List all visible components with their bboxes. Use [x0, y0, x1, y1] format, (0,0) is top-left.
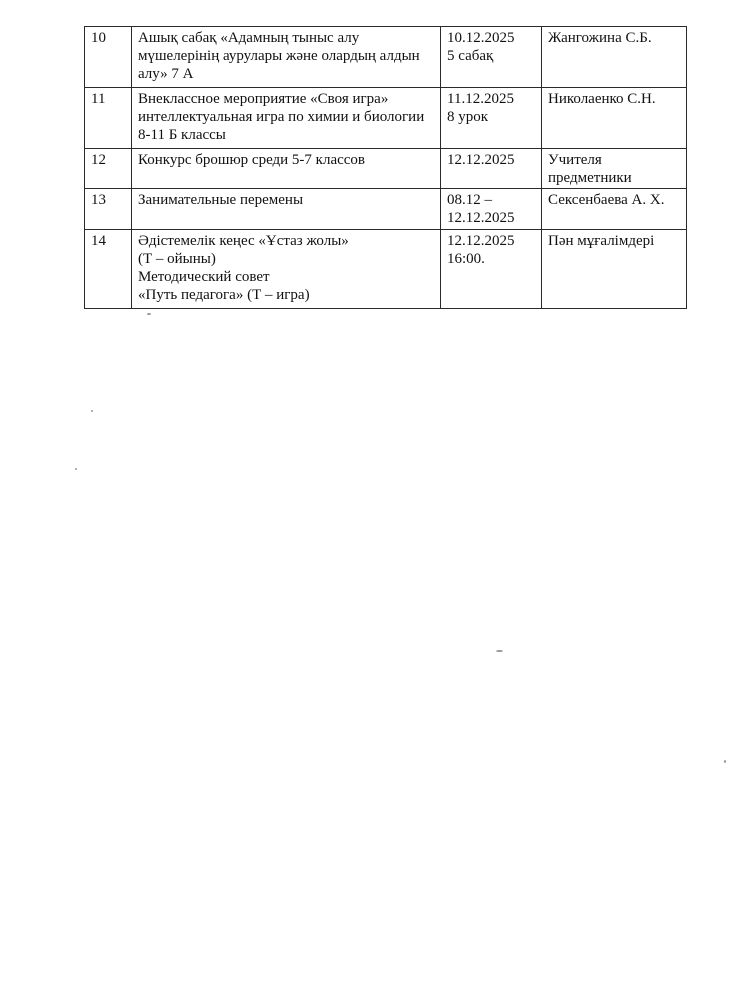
events-table: [84, 26, 687, 309]
responsible-cell: Сексенбаева А. Х.: [542, 189, 687, 230]
event-cell: Внеклассное мероприятие «Своя игра» интеллектуальная игра по химии и биологии 8-11 Б классы: [132, 88, 441, 149]
date-cell: 12.12.2025 16:00.: [441, 230, 542, 309]
scan-speck: [496, 650, 503, 652]
scan-speck: [91, 410, 93, 412]
date-cell: 11.12.2025 8 урок: [441, 88, 542, 149]
table-row: [85, 27, 687, 88]
date-cell: 10.12.2025 5 сабақ: [441, 27, 542, 88]
scan-speck: [147, 313, 151, 315]
row-number: 12: [85, 149, 132, 189]
scan-speck: [75, 468, 77, 470]
table-row: [85, 230, 687, 309]
table-row: [85, 88, 687, 149]
event-cell: Занимательные перемены: [132, 189, 441, 230]
row-number: 10: [85, 27, 132, 88]
row-number: 11: [85, 88, 132, 149]
responsible-cell: Учителя предметники: [542, 149, 687, 189]
row-number: 13: [85, 189, 132, 230]
date-cell: 08.12 – 12.12.2025: [441, 189, 542, 230]
scan-speck: [724, 760, 726, 763]
responsible-cell: Николаенко С.Н.: [542, 88, 687, 149]
responsible-cell: Жангожина С.Б.: [542, 27, 687, 88]
event-cell: Әдістемелік кеңес «Ұстаз жолы» (Т – ойыны) Методический совет «Путь педагога» (Т – игра): [132, 230, 441, 309]
event-cell: Ашық сабақ «Адамның тыныс алу мүшелерінің аурулары және олардың алдын алу» 7 А: [132, 27, 441, 88]
table-row: [85, 149, 687, 189]
event-cell: Конкурс брошюр среди 5-7 классов: [132, 149, 441, 189]
responsible-cell: Пән мұғалімдері: [542, 230, 687, 309]
table-row: [85, 189, 687, 230]
row-number: 14: [85, 230, 132, 309]
date-cell: 12.12.2025: [441, 149, 542, 189]
